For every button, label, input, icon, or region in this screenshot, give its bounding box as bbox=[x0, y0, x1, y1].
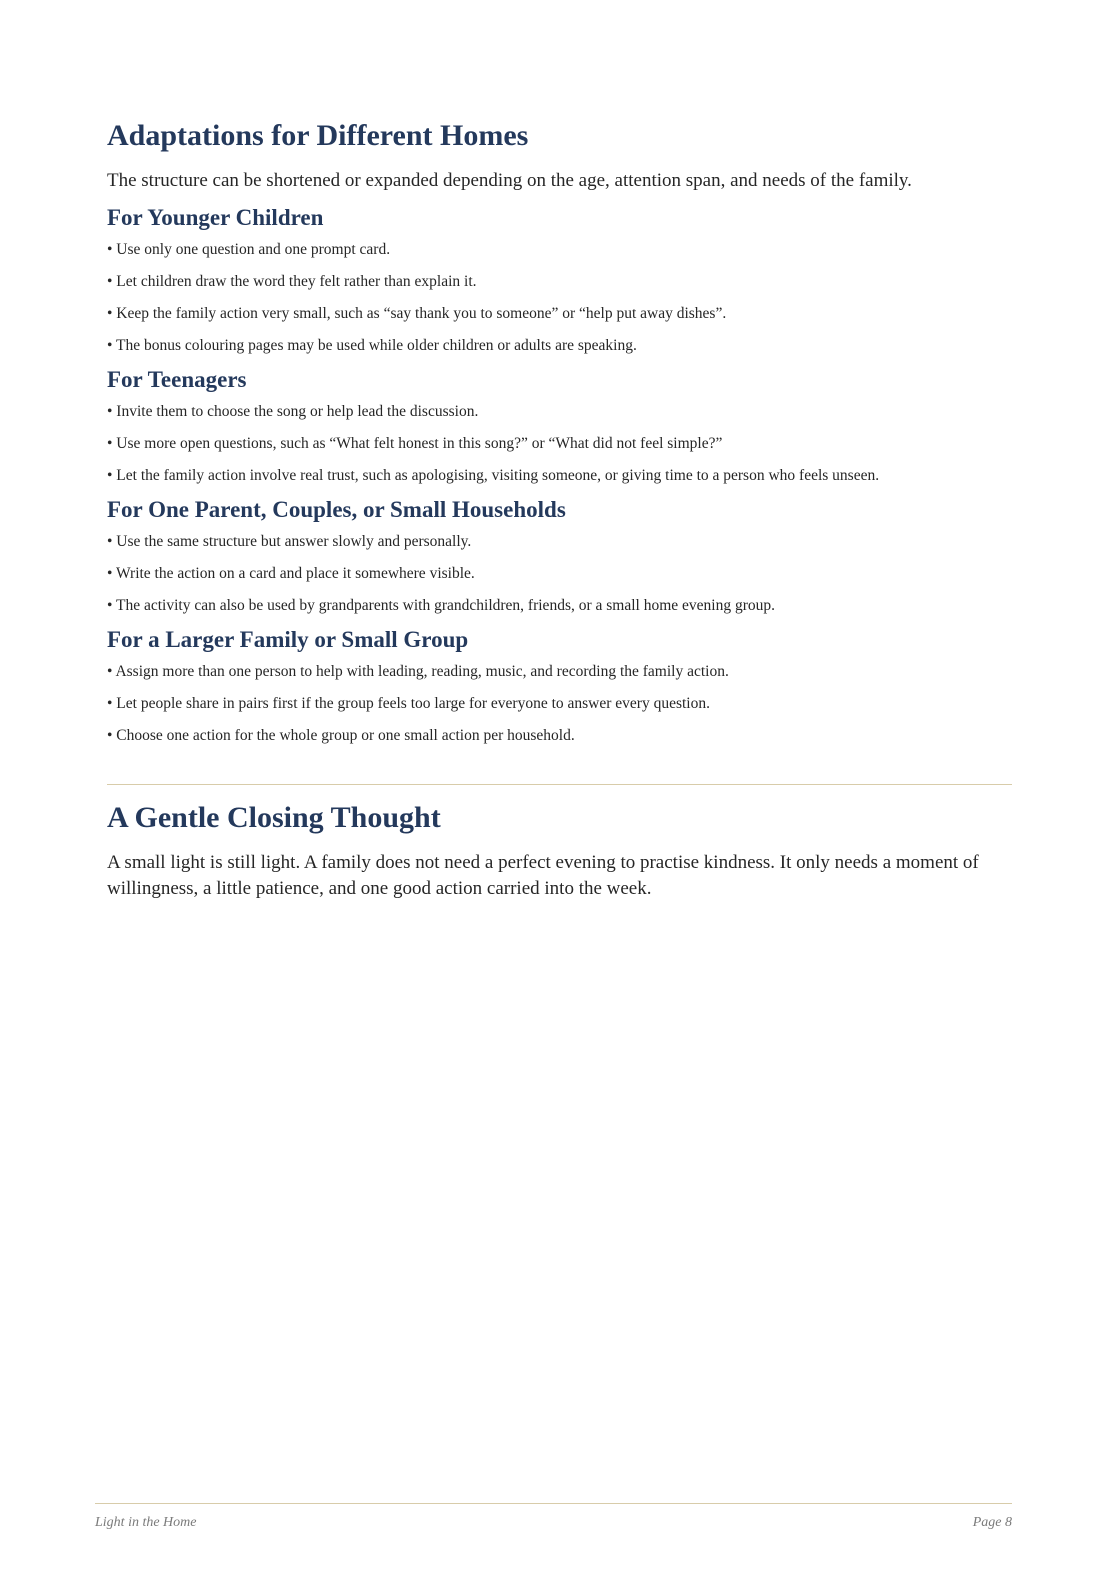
list-item: • Invite them to choose the song or help lead the discussion. bbox=[107, 403, 479, 420]
footer-rule bbox=[95, 1503, 1012, 1504]
closing-paragraph: A small light is still light. A family does not need a perfect evening to practise kindness. It only needs a moment of willingness, a little patience, and one good action carried into the week. bbox=[107, 852, 979, 899]
section-title-closing-thought: A Gentle Closing Thought bbox=[107, 801, 441, 834]
subheading-larger-family: For a Larger Family or Small Group bbox=[107, 627, 469, 652]
list-item: • Let the family action involve real trust, such as apologising, visiting someone, or giving time to a person who feels unseen. bbox=[107, 467, 880, 484]
section-title-adaptations: Adaptations for Different Homes bbox=[107, 119, 529, 152]
list-item: • Let people share in pairs first if the group feels too large for everyone to answer every question. bbox=[107, 695, 710, 712]
subheading-teenagers: For Teenagers bbox=[107, 367, 247, 392]
list-item: • The bonus colouring pages may be used while older children or adults are speaking. bbox=[107, 337, 637, 354]
list-item: • Choose one action for the whole group or one small action per household. bbox=[107, 727, 575, 744]
subheading-younger-children: For Younger Children bbox=[107, 205, 324, 230]
subheading-one-parent: For One Parent, Couples, or Small Households bbox=[107, 497, 566, 522]
list-item: • Use only one question and one prompt card. bbox=[107, 241, 391, 258]
list-item: • Let children draw the word they felt rather than explain it. bbox=[107, 273, 477, 290]
page-content bbox=[107, 118, 1012, 902]
list-item: • The activity can also be used by grandparents with grandchildren, friends, or a small home evening group. bbox=[107, 597, 776, 614]
list-item: • Use more open questions, such as “What felt honest in this song?” or “What did not feel simple?” bbox=[107, 435, 723, 452]
bullet-list-larger-family bbox=[107, 662, 1012, 746]
bullet-list-younger-children bbox=[107, 240, 1012, 356]
bullet-list-one-parent bbox=[107, 532, 1012, 616]
list-item: • Use the same structure but answer slowly and personally. bbox=[107, 533, 472, 550]
section-intro: The structure can be shortened or expanded depending on the age, attention span, and needs of the family. bbox=[107, 170, 912, 191]
section-divider bbox=[107, 784, 1012, 785]
footer-document-title: Light in the Home bbox=[95, 1515, 197, 1530]
list-item: • Keep the family action very small, such as “say thank you to someone” or “help put away dishes”. bbox=[107, 305, 727, 322]
bullet-list-teenagers bbox=[107, 402, 1012, 486]
list-item: • Assign more than one person to help with leading, reading, music, and recording the family action. bbox=[107, 663, 729, 680]
footer-page-number: Page 8 bbox=[972, 1515, 1012, 1530]
list-item: • Write the action on a card and place it somewhere visible. bbox=[107, 565, 475, 582]
